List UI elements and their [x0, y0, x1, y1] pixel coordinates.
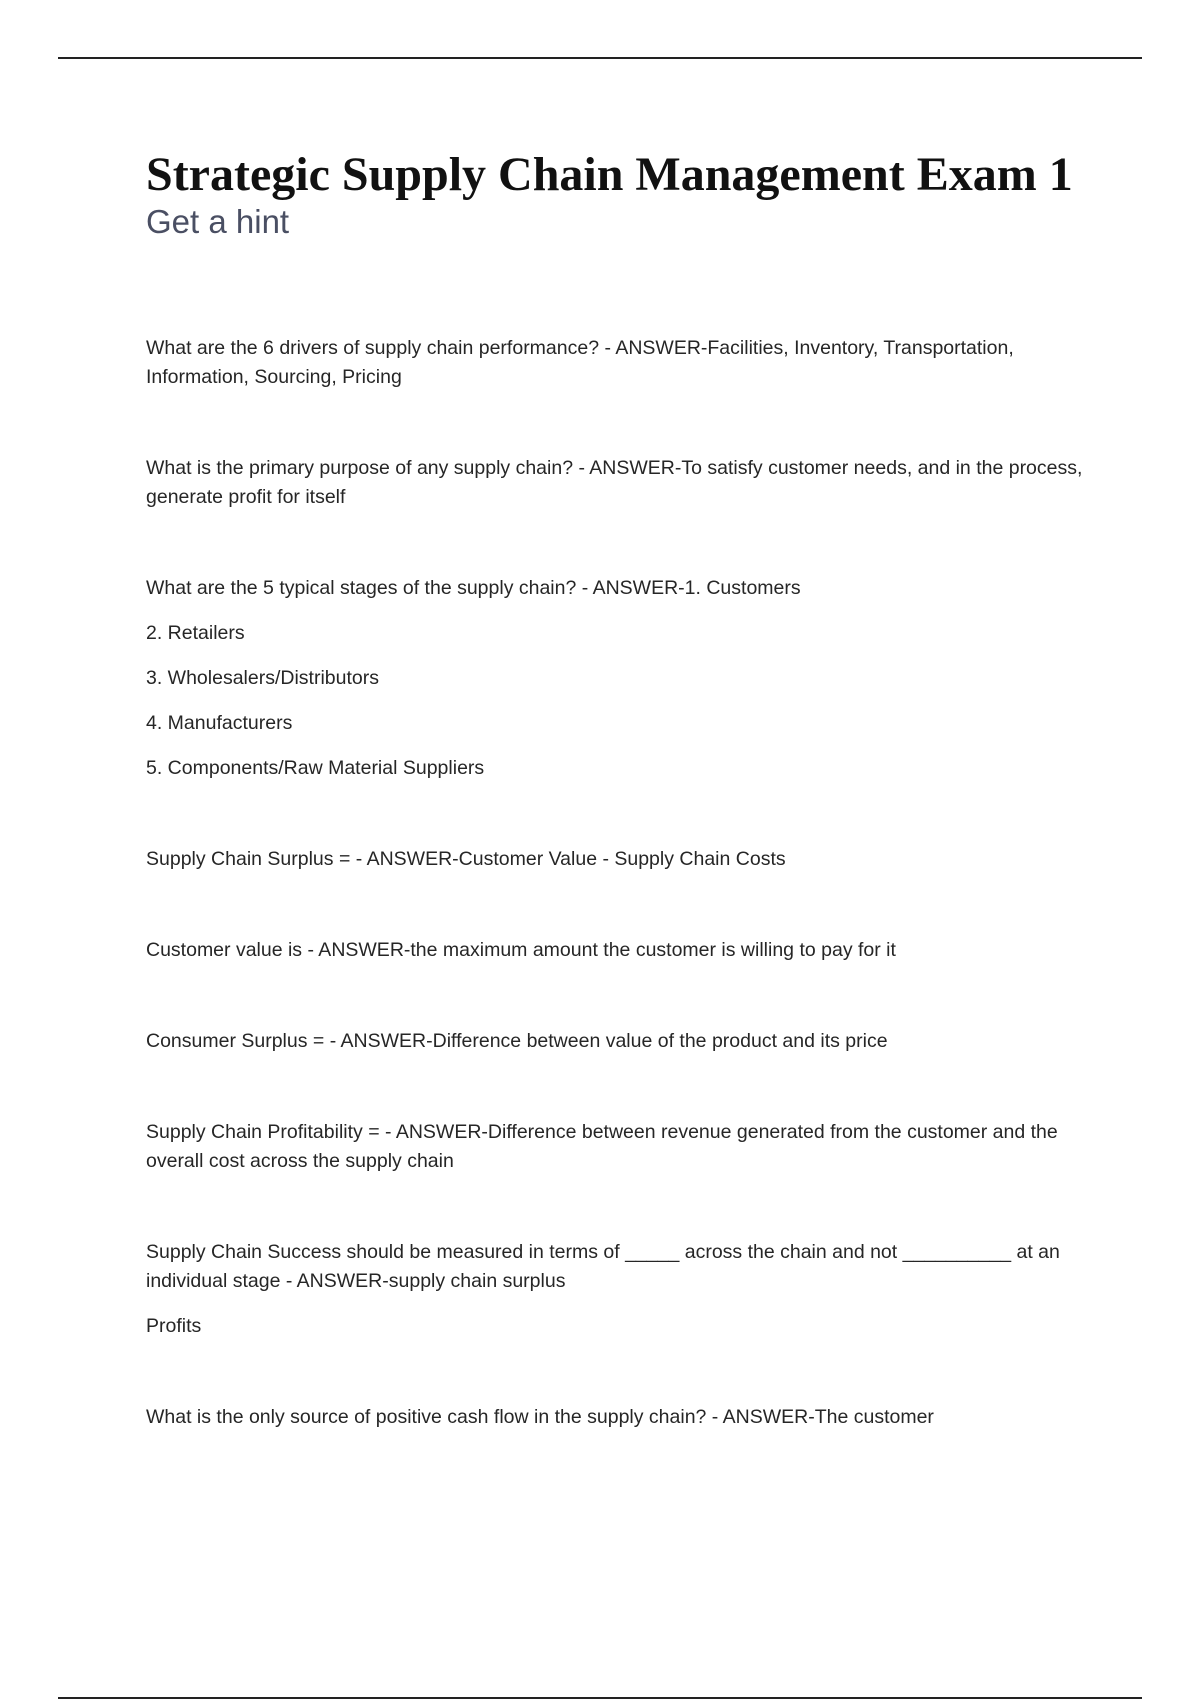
qa-text: Customer value is - ANSWER-the maximum amount the customer is willing to pay for it — [146, 939, 896, 961]
qa-item — [146, 334, 1086, 392]
question-answer-list — [146, 334, 1086, 1494]
qa-item — [146, 1238, 1086, 1341]
qa-text: Consumer Surplus = - ANSWER-Difference between value of the product and its price — [146, 1030, 888, 1052]
qa-item — [146, 1403, 1086, 1432]
answer-continuation: Profits — [146, 1315, 202, 1337]
answer-list-item: 2. Retailers — [146, 622, 245, 644]
qa-text: What is the only source of positive cash flow in the supply chain? - ANSWER-The customer — [146, 1406, 934, 1428]
document-header — [146, 148, 1106, 242]
qa-item — [146, 936, 1086, 965]
qa-item — [146, 845, 1086, 874]
bottom-rule — [58, 1697, 1142, 1699]
top-rule — [58, 57, 1142, 59]
qa-text: Supply Chain Success should be measured in terms of _____ across the chain and not __________ at an individual stage - ANSWER-supply chain surplus — [146, 1241, 1060, 1292]
document-subtitle: Get a hint — [146, 203, 290, 240]
qa-item — [146, 454, 1086, 512]
qa-text: Supply Chain Profitability = - ANSWER-Difference between revenue generated from the customer and the overall cost across the supply chain — [146, 1121, 1058, 1172]
qa-text: What are the 6 drivers of supply chain performance? - ANSWER-Facilities, Inventory, Transportation, Information, Sourcing, Pricing — [146, 337, 1014, 388]
qa-item — [146, 574, 1086, 783]
qa-item — [146, 1027, 1086, 1056]
qa-text: Supply Chain Surplus = - ANSWER-Customer Value - Supply Chain Costs — [146, 848, 786, 870]
answer-list-item: 4. Manufacturers — [146, 712, 293, 734]
qa-text: What is the primary purpose of any supply chain? - ANSWER-To satisfy customer needs, and in the process, generate profit for itself — [146, 457, 1083, 508]
document-title: Strategic Supply Chain Management Exam 1 — [146, 148, 1073, 201]
answer-list-item: 3. Wholesalers/Distributors — [146, 667, 379, 689]
qa-text: What are the 5 typical stages of the supply chain? - ANSWER-1. Customers — [146, 577, 801, 599]
qa-item — [146, 1118, 1086, 1176]
answer-list-item: 5. Components/Raw Material Suppliers — [146, 757, 485, 779]
